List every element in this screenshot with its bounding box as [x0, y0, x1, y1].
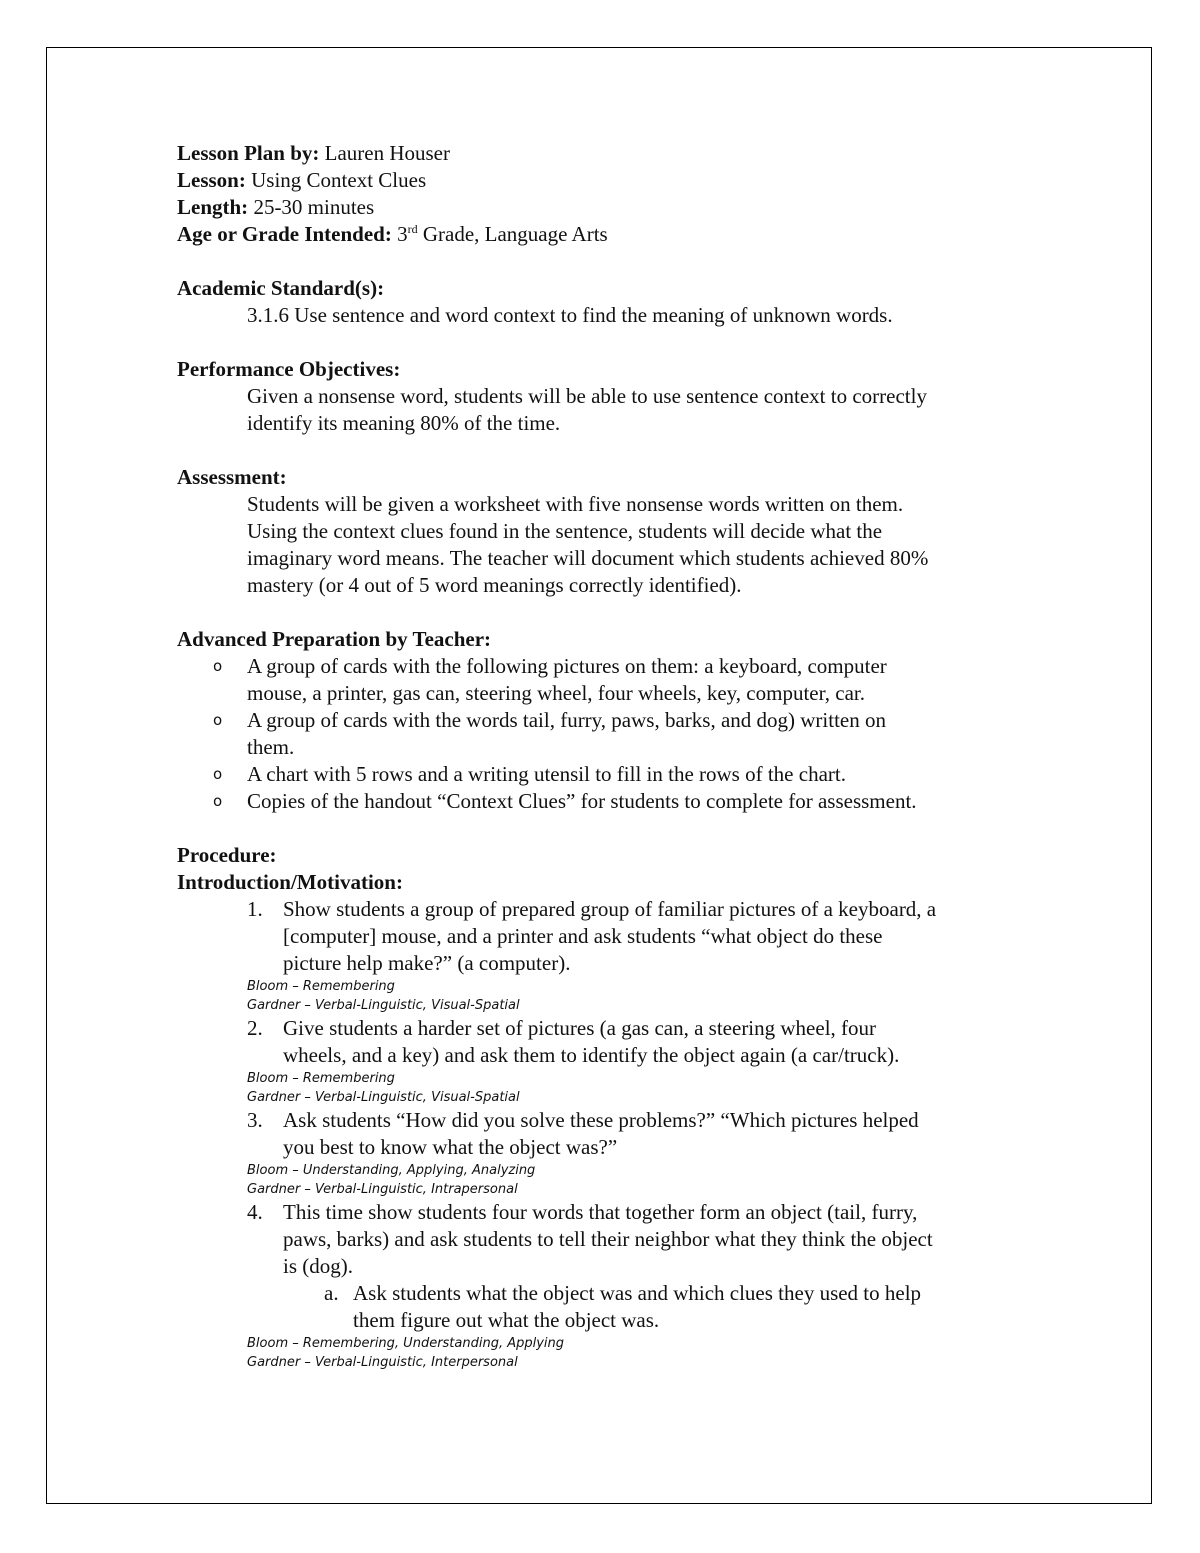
bullet-marker: o	[213, 792, 223, 810]
gardner-note: Gardner – Verbal-Linguistic, Interpersonal	[247, 1355, 518, 1370]
standards-text: 3.1.6 Use sentence and word context to find the meaning of unknown words.	[247, 303, 893, 327]
step-4: 4. This time show students four words that together form an object (tail, furry,	[247, 1200, 918, 1224]
lesson-label: Lesson:	[177, 168, 246, 192]
author-line	[177, 140, 1057, 167]
lesson-line	[177, 167, 1057, 194]
standards-heading: Academic Standard(s):	[177, 276, 385, 300]
preparation-item: o A group of cards with the words tail, furry, paws, barks, and dog) written on	[213, 708, 887, 732]
step-2: 2. Give students a harder set of pictures (a gas can, a steering wheel, four	[247, 1016, 877, 1040]
author-value: Lauren Houser	[324, 141, 450, 165]
length-line	[177, 194, 1057, 221]
step-3-continued: you best to know what the object was?”	[283, 1135, 618, 1159]
preparation-heading: Advanced Preparation by Teacher:	[177, 627, 492, 651]
length-label: Length:	[177, 195, 249, 219]
lesson-value: Using Context Clues	[251, 168, 427, 192]
gardner-note: Gardner – Verbal-Linguistic, Intrapersonal	[247, 1182, 518, 1197]
objectives-line: identify its meaning 80% of the time.	[247, 411, 561, 435]
bloom-note: Bloom – Remembering	[247, 1071, 395, 1086]
step-4-continued: is (dog).	[283, 1254, 353, 1278]
bullet-marker: o	[213, 657, 223, 675]
length-value: 25-30 minutes	[253, 195, 375, 219]
procedure-heading: Procedure:	[177, 843, 277, 867]
step-1-continued: [computer] mouse, and a printer and ask students “what object do these	[283, 924, 883, 948]
grade-line	[177, 221, 1057, 248]
step-4-continued: paws, barks) and ask students to tell their neighbor what they think the object	[283, 1227, 933, 1251]
gardner-note: Gardner – Verbal-Linguistic, Visual-Spatial	[247, 998, 520, 1013]
bloom-note: Bloom – Remembering, Understanding, Applying	[247, 1336, 565, 1351]
assessment-heading: Assessment:	[177, 465, 287, 489]
step-2-continued: wheels, and a key) and ask them to identify the object again (a car/truck).	[283, 1043, 900, 1067]
gardner-note: Gardner – Verbal-Linguistic, Visual-Spatial	[247, 1090, 520, 1105]
substep-letter: a.	[324, 1281, 339, 1305]
preparation-item-continued: mouse, a printer, gas can, steering wheel, four wheels, key, computer, car.	[247, 681, 865, 705]
assessment-line: mastery (or 4 out of 5 word meanings correctly identified).	[247, 573, 742, 597]
assessment-line: Students will be given a worksheet with five nonsense words written on them.	[247, 492, 904, 516]
step-number: 2.	[247, 1016, 263, 1040]
preparation-item-continued: them.	[247, 735, 295, 759]
lesson-plan	[177, 140, 1057, 1372]
grade-rest: Grade, Language Arts	[422, 222, 608, 246]
preparation-item: o Copies of the handout “Context Clues” for students to complete for assessment.	[213, 789, 917, 813]
step-1-continued: picture help make?” (a computer).	[283, 951, 571, 975]
step-4a: a. Ask students what the object was and which clues they used to help	[324, 1281, 922, 1305]
grade-number: 3	[397, 222, 408, 246]
bullet-marker: o	[213, 711, 223, 729]
bloom-note: Bloom – Remembering	[247, 979, 395, 994]
assessment-line: Using the context clues found in the sentence, students will decide what the	[247, 519, 883, 543]
step-4a-continued: them figure out what the object was.	[353, 1308, 660, 1332]
step-3: 3. Ask students “How did you solve these problems?” “Which pictures helped	[247, 1108, 919, 1132]
author-label: Lesson Plan by:	[177, 141, 320, 165]
preparation-item: o A chart with 5 rows and a writing utensil to fill in the rows of the chart.	[213, 762, 846, 786]
grade-label: Age or Grade Intended:	[177, 222, 392, 246]
objectives-heading: Performance Objectives:	[177, 357, 401, 381]
preparation-item: o A group of cards with the following pictures on them: a keyboard, computer	[213, 654, 887, 678]
step-number: 1.	[247, 897, 263, 921]
bloom-note: Bloom – Understanding, Applying, Analyzing	[247, 1163, 536, 1178]
bullet-marker: o	[213, 765, 223, 783]
grade-suffix: rd	[407, 222, 418, 236]
step-number: 4.	[247, 1200, 263, 1224]
step-1: 1. Show students a group of prepared group of familiar pictures of a keyboard, a	[247, 897, 937, 921]
assessment-line: imaginary word means. The teacher will document which students achieved 80%	[247, 546, 929, 570]
objectives-line: Given a nonsense word, students will be able to use sentence context to correctly	[247, 384, 927, 408]
introduction-heading: Introduction/Motivation:	[177, 870, 403, 894]
step-number: 3.	[247, 1108, 263, 1132]
